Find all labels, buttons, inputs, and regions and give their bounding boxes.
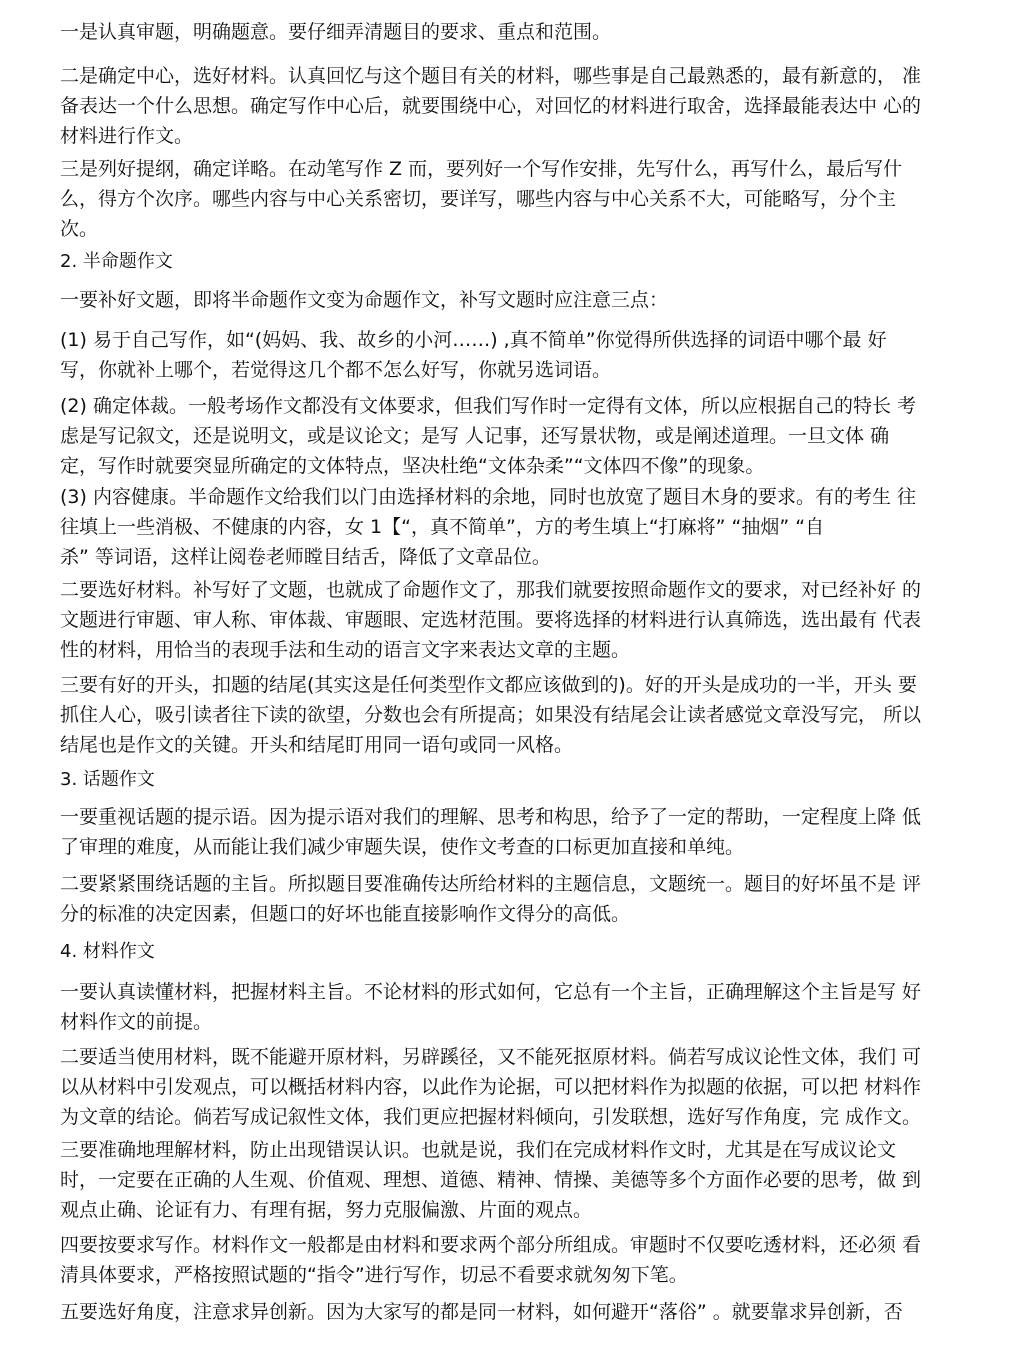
text-line: 二是确定中心，选好材料。认真回忆与这个题目有关的材料，哪些事是自己最熟悉的，最有新意的， 准 (60, 65, 922, 87)
text-line: 三要有好的开头，扣题的结尾(其实这是任何类型作文都应该做到的)。好的开头是成功的一半，开头 要 (60, 674, 917, 696)
text-line: 时，一定要在正确的人生观、价值观、理想、道德、精神、情操、美德等多个方面作必要的思考，做 到 (60, 1169, 922, 1191)
text-line: (2) 确定体裁。一般考场作文都没有文体要求，但我们写作时一定得有文体，所以应根据自己的特长 考 (60, 395, 916, 417)
text-line: (1) 易于自己写作，如“(妈妈、我、故乡的小河……) ,真不简单”你觉得所供选择的词语中哪个最 好 (60, 329, 887, 351)
text-line: 一要补好文题，即将半命题作文变为命题作文，补写文题时应注意三点： (60, 289, 669, 311)
text-line: 三要准确地理解材料，防止出现错误认识。也就是说，我们在完成材料作文时，尤其是在写成议论文 (60, 1139, 897, 1161)
paragraph (60, 391, 964, 481)
paragraph (60, 1042, 964, 1132)
text-line: 定，写作时就要突显所确定的文体特点，坚决杜绝“文体杂柔”“文体四不像”的现象。 (60, 455, 765, 477)
text-line: 四要按要求写作。材料作文一般都是由材料和要求两个部分所组成。审题时不仅要吃透材料，还必须 看 (60, 1234, 922, 1256)
text-line: 二要适当使用材料，既不能避开原材料，另辟蹊径，又不能死抠原材料。倘若写成议论性文体，我们 可 (60, 1046, 922, 1068)
text-line: 次。 (60, 218, 99, 240)
text-line: 材料作文的前提。 (60, 1011, 213, 1033)
text-line: 备表达一个什么思想。确定写作中心后，就要围绕中心，对回忆的材料进行取舍，选择最能表达中 心的 (60, 95, 922, 117)
text-line: 抓住人心，吸引读者往下读的欲望，分数也会有所提高；如果没有结尾会让读者感觉文章没写完， 所以 (60, 704, 922, 726)
text-line: 以从材料中引发观点，可以概括材料内容，以此作为论据，可以把材料作为拟题的依据，可以把 材料作 (60, 1076, 922, 1098)
text-line: 一是认真审题，明确题意。要仔细弄清题目的要求、重点和范围。 (60, 21, 612, 43)
paragraph (60, 1230, 964, 1290)
section-heading (60, 937, 964, 967)
heading-text: 2. 半命题作文 (60, 251, 173, 272)
paragraph (60, 802, 964, 862)
heading-text: 3. 话题作文 (60, 769, 155, 790)
text-line: 一要重视话题的提示语。因为提示语对我们的理解、思考和构思，给予了一定的帮助，一定程度上降 低 (60, 806, 922, 828)
text-line: 文题进行审题、审人称、审体裁、审题眼、定选材范围。要将选择的材料进行认真筛选，选出最有 代表 (60, 609, 922, 631)
paragraph (60, 325, 964, 385)
text-line: 二要选好材料。补写好了文题，也就成了命题作文了，那我们就要按照命题作文的要求，对已经补好 的 (60, 579, 922, 601)
text-line: 二要紧紧围绕话题的主旨。所拟题目要准确传达所给材料的主题信息，文题统一。题目的好坏虽不是 评 (60, 873, 922, 895)
paragraph (60, 977, 964, 1037)
paragraph (60, 285, 964, 315)
text-line: (3) 内容健康。半命题作文给我们以门由选择材料的余地，同时也放宽了题目木身的要求。有的考生 往 (60, 486, 916, 508)
paragraph (60, 1135, 964, 1225)
text-line: 性的材料，用恰当的表现手法和生动的语言文字来表达文章的主题。 (60, 639, 631, 661)
heading-text: 4. 材料作文 (60, 941, 155, 962)
text-line: 为文章的结论。倘若写成记叙性文体，我们更应把握材料倾向，引发联想，选好写作角度，完 成作文。 (60, 1106, 922, 1128)
paragraph (60, 670, 964, 760)
text-line: 往填上一些消极、不健康的内容，女 1【“，真不简单”，方的考生填上“打麻将” “抽烟” “自 (60, 516, 825, 538)
paragraph (60, 1297, 964, 1327)
text-line: 一要认真读懂材料，把握材料主旨。不论材料的形式如何，它总有一个主旨，正确理解这个主旨是写 好 (60, 981, 922, 1003)
text-line: 观点止确、论证有力、有理有据，努力克服偏激、片面的观点。 (60, 1199, 593, 1221)
text-line: 了审理的难度，从而能让我们减少审题失误，使作文考查的口标更加直接和单纯。 (60, 836, 745, 858)
paragraph (60, 575, 964, 665)
text-line: 清具体要求，严格按照试题的“指令”进行写作，切忌不看要求就匆匆下笔。 (60, 1264, 688, 1286)
text-line: 五要选好角度，注意求异创新。因为大家写的都是同一材料，如何避开“落俗” 。就要靠求异创新，否 (60, 1301, 903, 1323)
text-line: 么，得方个次序。哪些内容与中心关系密切，要详写，哪些内容与中心关系不大，可能略写，分个主 (60, 188, 897, 210)
paragraph (60, 482, 964, 572)
text-line: 写，你就补上哪个，若觉得这几个都不怎么好写，你就另选词语。 (60, 359, 612, 381)
paragraph (60, 17, 964, 47)
section-heading (60, 765, 964, 795)
text-line: 材料进行作文。 (60, 125, 194, 147)
text-line: 分的标准的决定因素，但题口的好坏也能直接影响作文得分的高低。 (60, 903, 631, 925)
paragraph (60, 869, 964, 929)
text-line: 结尾也是作文的关键。开头和结尾盯用同一语句或同一风格。 (60, 734, 574, 756)
paragraph (60, 61, 964, 151)
section-heading (60, 247, 964, 277)
text-line: 虑是写记叙文，还是说明文，或是议论文；是写 人记事，还写景状物，或是阐述道理。一旦文体 确 (60, 425, 890, 447)
text-line: 杀” 等词语，这样让阅卷老师瞠目结舌，降低了文章品位。 (60, 546, 551, 568)
paragraph (60, 154, 964, 244)
text-line: 三是列好提纲，确定详略。在动笔写作 Z 而，要列好一个写作安排，先写什么，再写什么，最后写什 (60, 158, 903, 180)
